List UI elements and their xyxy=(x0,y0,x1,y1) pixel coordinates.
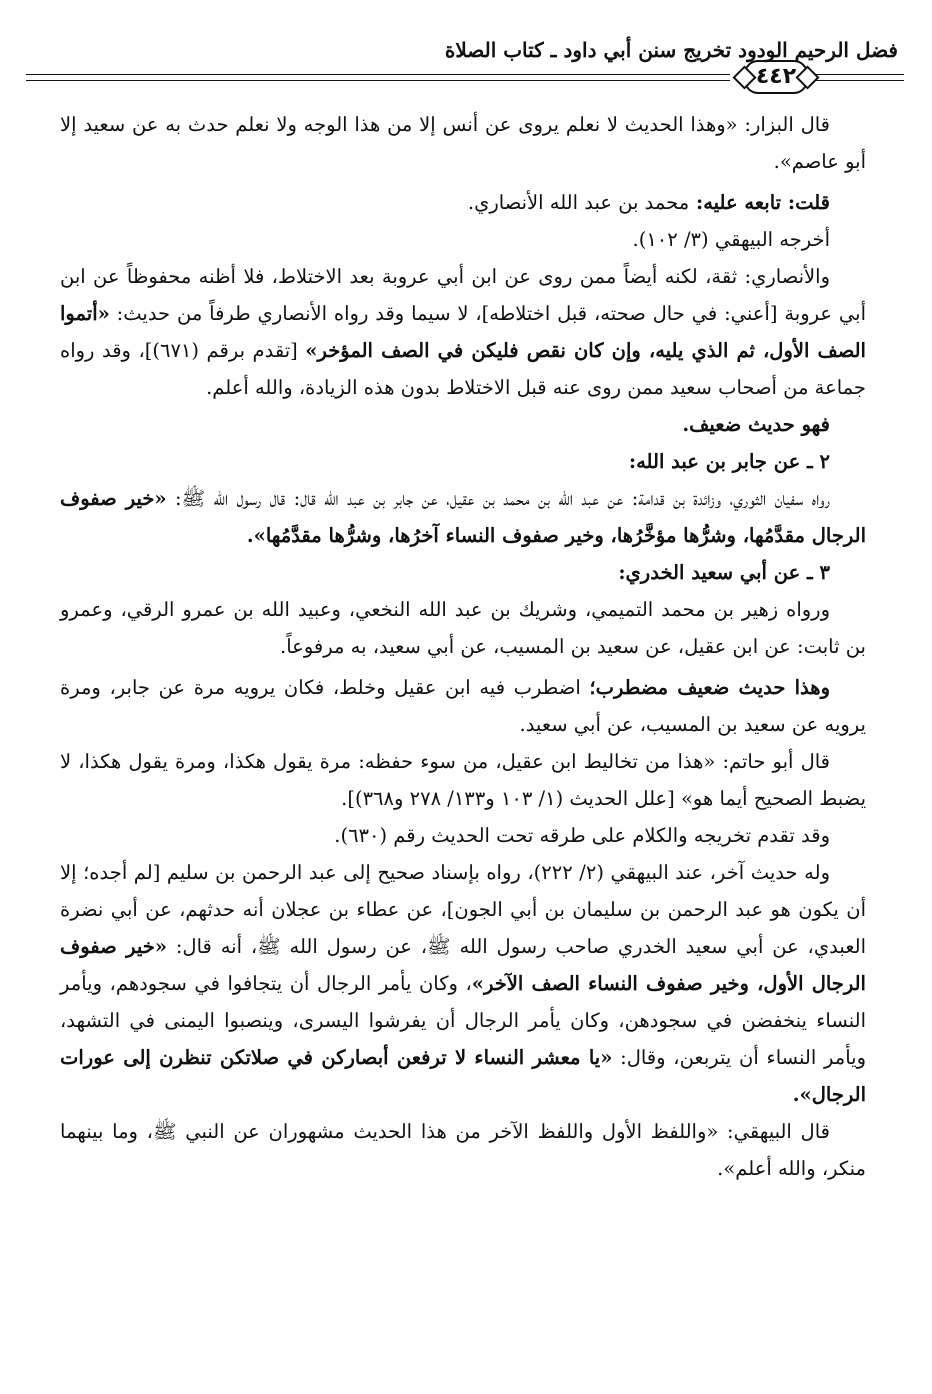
paragraph-bazzar xyxy=(60,106,866,180)
paragraph-verdict xyxy=(60,406,866,443)
text-run: قال أبو حاتم: «هذا من تخاليط ابن عقيل، من سوء حفظه: مرة يقول هكذا، ومرة يقول هكذا، لا يضبط الصحيح أيما هو» [علل الحديث (١/ ١٠٣ و١٣٣/ ٢٧٨ و٣٦٨)]. xyxy=(60,750,866,810)
text-run: اضطرب فيه ابن عقيل وخلط، فكان يرويه مرة عن جابر، ومرة يرويه عن سعيد بن المسيب، عن أبي سعيد. xyxy=(60,676,866,736)
bold-text-run: «خير صفوف الرجال مقدَّمُها، وشرُّها مؤخَّرُها، وخير صفوف النساء آخرُها، وشرُّها مقدَّمُها». xyxy=(60,487,866,547)
bold-text-run: «يا معشر النساء لا ترفعن أبصاركن في صلاتكن تنظرن إلى عورات الرجال». xyxy=(60,1046,866,1106)
paragraph-mudtarib xyxy=(60,669,866,743)
page-header xyxy=(26,38,904,98)
running-title: فضل الرحيم الودود تخريج سنن أبي داود ـ كتاب الصلاة xyxy=(444,38,898,62)
page-number-text: ٤٤٢ xyxy=(755,64,797,89)
bold-text-run: وهذا حديث ضعيف مضطرب؛ xyxy=(589,676,830,699)
text-run: وله حديث آخر، عند البيهقي (٢/ ٢٢٢)، رواه بإسناد صحيح إلى عبد الرحمن بن سليم [لم أجده؛ إلا أن يكون هو عبد الرحمن بن سليمان بن أبي الجون]، عن عطاء بن عجلان أنه حدثهم، عن أبي نضرة العبدي، عن أبي سعيد الخدري صاحب رسول الله ﷺ، عن رسول الله ﷺ، أنه قال: xyxy=(60,861,866,958)
header-rule-left xyxy=(26,74,730,81)
text-run: أخرجه البيهقي (٣/ ١٠٢). xyxy=(632,228,830,251)
paragraph-another-hadith xyxy=(60,854,866,1113)
paragraph-bayhaqi xyxy=(60,1113,866,1187)
text-run: قال البيهقي: «واللفظ الأول واللفظ الآخر من هذا الحديث مشهوران عن النبي ﷺ، وما بينهما منكر، والله أعلم». xyxy=(60,1120,866,1180)
paragraph-taqaddam xyxy=(60,817,866,854)
text-run: قال البزار: «وهذا الحديث لا نعلم يروى عن أنس إلا من هذا الوجه ولا نعلم حدث به عن سعيد إلا أبو عاصم». xyxy=(60,113,866,173)
paragraph-tabaahu xyxy=(60,184,866,221)
page-number xyxy=(744,60,808,94)
text-run: ، وكان يأمر الرجال أن يتجافوا في سجودهم، ويأمر النساء ينخفضن في سجودهن، وكان يأمر الرجال أن يفرشوا اليسرى، وينصبوا اليمنى في التشهد، ويأمر النساء أن يتربعن، وقال: xyxy=(60,972,866,1069)
page-body xyxy=(60,106,866,1187)
text-run: رواه سفيان الثوري، وزائدة بن قدامة: عن عبد الله بن محمد بن عقيل، عن جابر بن عبد الله قال: قال رسول الله ﷺ: xyxy=(166,487,830,510)
bold-text-run: قلت: xyxy=(781,191,830,214)
paragraph-akhrajahu xyxy=(60,221,866,258)
text-run: والأنصاري: ثقة، لكنه أيضاً ممن روى عن ابن أبي عروبة بعد الاختلاط، فلا أظنه محفوظاً عن ابن أبي عروبة [أعني: في حال صحته، قبل اختلاطه]، لا سيما وقد رواه الأنصاري طرفاً من حديث: xyxy=(60,265,866,325)
text-run: [تقدم برقم (٦٧١)]، وقد رواه جماعة من أصحاب سعيد ممن روى عنه قبل الاختلاط بدون هذه الزيادة، والله أعلم. xyxy=(60,339,866,399)
text-run: فهو حديث ضعيف. xyxy=(682,413,830,436)
section-heading-abu-said xyxy=(60,554,866,591)
paragraph-zuhair xyxy=(60,591,866,665)
text-run: محمد بن عبد الله الأنصاري. xyxy=(467,191,690,214)
paragraph-jabir xyxy=(60,480,866,554)
text-run: ورواه زهير بن محمد التميمي، وشريك بن عبد الله النخعي، وعبيد الله بن عمرو الرقي، وعمرو بن ثابت: عن ابن عقيل، عن سعيد بن المسيب، عن أبي سعيد، به مرفوعاً. xyxy=(60,598,866,658)
text-run: ٣ ـ عن أبي سعيد الخدري: xyxy=(618,561,830,584)
bold-text-run: تابعه عليه: xyxy=(689,191,782,214)
header-rule-right xyxy=(816,74,904,81)
section-heading-jabir xyxy=(60,443,866,480)
bold-text-run: «أتموا الصف الأول، ثم الذي يليه، وإن كان نقص فليكن في الصف المؤخر» xyxy=(60,302,866,362)
text-run: ٢ ـ عن جابر بن عبد الله: xyxy=(628,450,830,473)
text-run: وقد تقدم تخريجه والكلام على طرقه تحت الحديث رقم (٦٣٠). xyxy=(334,824,830,847)
paragraph-abu-hatim xyxy=(60,743,866,817)
paragraph-ansari xyxy=(60,258,866,406)
bold-text-run: «خير صفوف الرجال الأول، وخير صفوف النساء الصف الآخر» xyxy=(60,935,866,995)
